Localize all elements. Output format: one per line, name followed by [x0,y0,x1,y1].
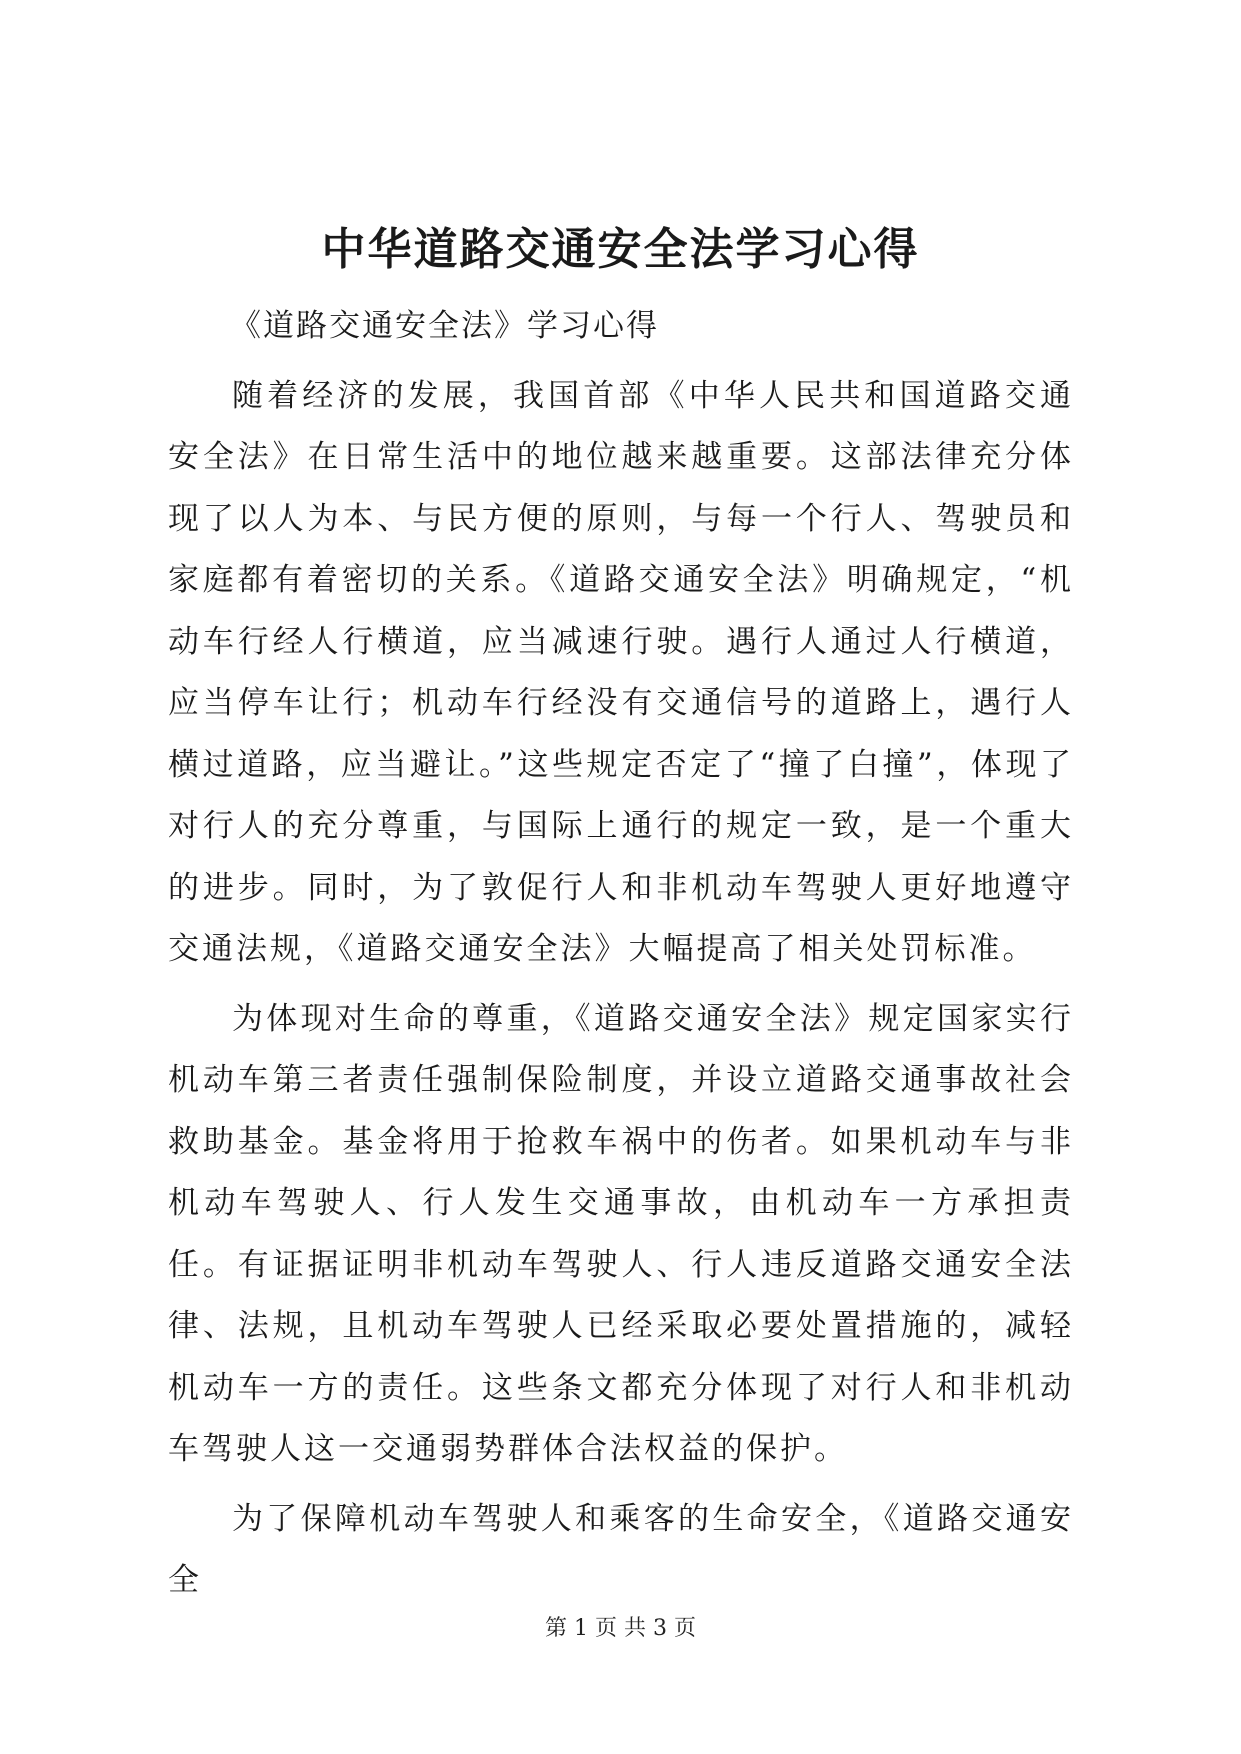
document-body [168,296,1074,1612]
page-footer: 第 1 页 共 3 页 [545,1616,696,1641]
body-paragraph-3: 为了保障机动车驾驶人和乘客的生命安全，《道路交通安全 [168,1500,1074,1598]
body-paragraph-1: 随着经济的发展，我国首部《中华人民共和国道路交通安全法》在日常生活中的地位越来越重要。这部法律充分体现了以人为本、与民方便的原则，与每一个行人、驾驶员和家庭都有着密切的关系。《道路交通安全法》明确规定，“机动车行经人行横道，应当减速行驶。遇行人通过人行横道，应当停车让行；机动车行经没有交通信号的道路上，遇行人横过道路，应当避让。”这些规定否定了“撞了白撞”，体现了对行人的充分尊重，与国际上通行的规定一致，是一个重大的进步。同时，为了敦促行人和非机动车驾驶人更好地遵守交通法规，《道路交通安全法》大幅提高了相关处罚标准。 [168,377,1074,967]
document-title: 中华道路交通安全法学习心得 [321,224,920,275]
document-subtitle: 《道路交通安全法》学习心得 [230,308,659,344]
body-paragraph-2: 为体现对生命的尊重，《道路交通安全法》规定国家实行机动车第三者责任强制保险制度，并设立道路交通事故社会救助基金。基金将用于抢救车祸中的伤者。如果机动车与非机动车驾驶人、行人发生交通事故，由机动车一方承担责任。有证据证明非机动车驾驶人、行人违反道路交通安全法律、法规，且机动车驾驶人已经采取必要处置措施的，减轻机动车一方的责任。这些条文都充分体现了对行人和非机动车驾驶人这一交通弱势群体合法权益的保护。 [168,1000,1074,1467]
